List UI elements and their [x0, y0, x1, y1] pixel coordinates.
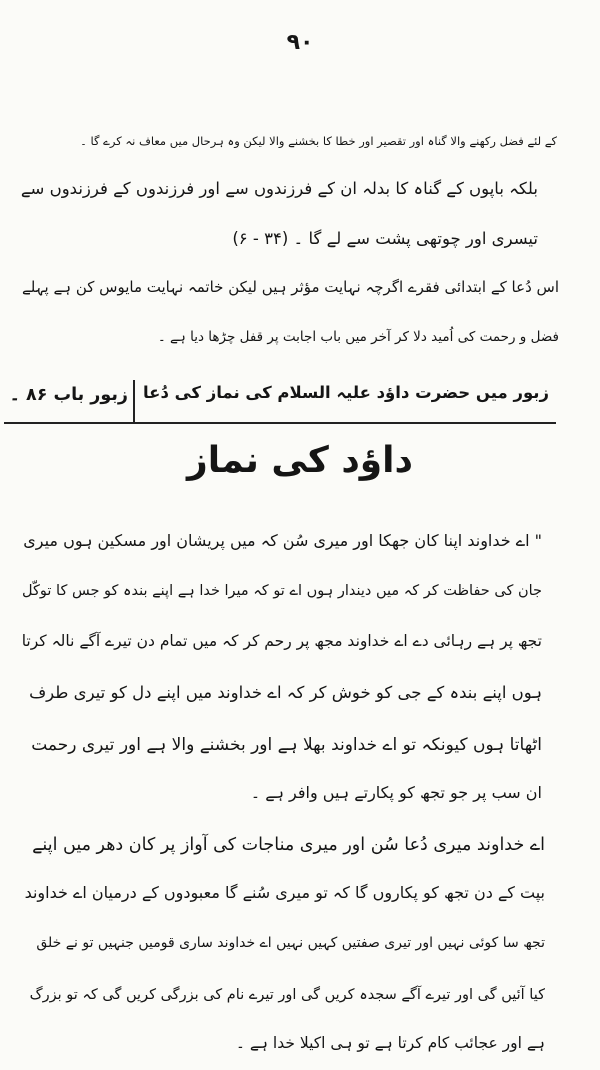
text-line: کیا آئیں گی اور تیرے آگے سجدہ کریں گی اور تیرے نام کی بزرگی کریں گی کہ تو بزرگ: [29, 987, 545, 1003]
heading-title: زبور میں حضرت داؤد علیہ السلام کی نماز کی دُعا: [142, 383, 549, 402]
text-line: تجھ سا کوئی نہیں اور تیری صفتیں کہیں نہیں اے خداوند ساری قومیں جنہیں تو نے خلق: [36, 935, 545, 951]
text-line: تیسری اور چوتھی پشت سے لے گا ۔ (۳۴ - ۶): [232, 229, 538, 248]
text-line: اٹھاتا ہوں کیونکہ تو اے خداوند بھلا ہے اور بخشنے والا ہے اور تیری رحمت: [31, 735, 542, 755]
text-line: فضل و رحمت کی اُمید دلا کر آخر میں باب اجابت پر قفل چڑھا دیا ہے ۔: [157, 329, 559, 345]
text-line: ان سب پر جو تجھ کو پکارتے ہیں وافر ہے ۔: [250, 783, 542, 802]
page-number: ۹۰: [286, 30, 314, 55]
text-line: ہوں اپنے بندہ کے جی کو خوش کر کہ اے خداوند میں اپنے دل کو تیری طرف: [29, 683, 542, 702]
text-line: ہے اور عجائب کام کرتا ہے تو ہی اکیلا خدا ہے ۔: [235, 1034, 545, 1052]
heading-divider: [133, 380, 135, 422]
text-line: اے خداوند میری دُعا سُن اور میری مناجات کی آواز پر کان دھر میں اپنے: [32, 835, 545, 855]
text-line: " اے خداوند اپنا کان جھکا اور میری سُن کہ میں پریشان اور مسکین ہوں میری: [23, 531, 542, 550]
text-line: تجھ پر ہے رہائی دے اے خداوند مجھ پر رحم کر کہ میں تمام دن تیرے آگے نالہ کرتا: [21, 632, 542, 650]
text-line: جان کی حفاظت کر کہ میں دیندار ہوں اے تو کہ میرا خدا ہے اپنے بندہ کو جس کا توکّل: [22, 583, 542, 599]
text-line: اس دُعا کے ابتدائی فقرے اگرچہ نہایت مؤثر ہیں لیکن خاتمہ نہایت مایوس کن ہے پہلے: [21, 278, 559, 296]
heading-reference: زبور باب ۸۶ ۔: [9, 385, 128, 405]
text-line: بلکہ باپوں کے گناہ کا بدلہ ان کے فرزندوں سے اور فرزندوں کے فرزندوں سے: [20, 179, 538, 198]
text-line: بپت کے دن تجھ کو پکاروں گا کہ تو میری سُنے گا معبودوں کے درمیان اے خداوند: [24, 883, 545, 902]
text-line: کے لئے فضل رکھنے والا گناہ اور تقصیر اور خطا کا بخشنے والا لیکن وہ ہرحال میں معاف نہ کرے گا ۔: [80, 134, 557, 148]
section-title: داؤد کی نماز: [187, 440, 413, 481]
